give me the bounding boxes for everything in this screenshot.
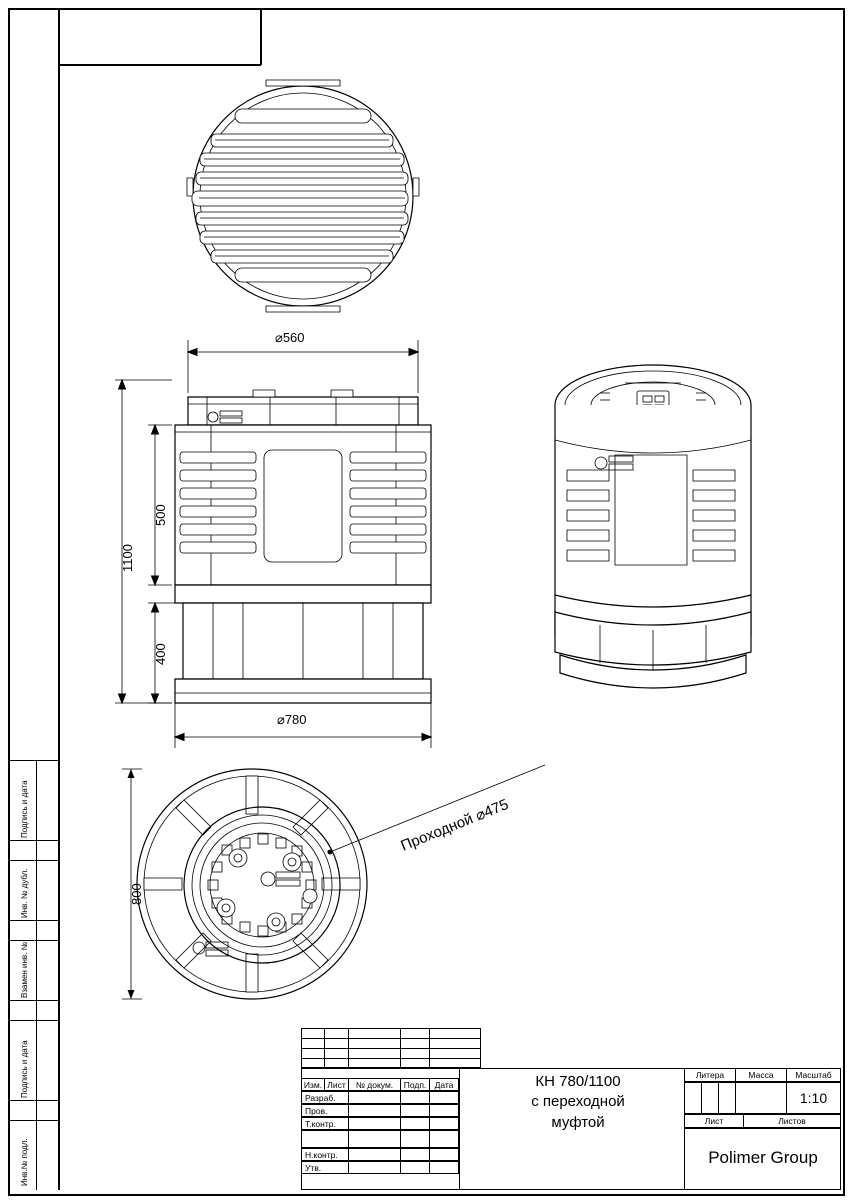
dim-total-height: 1100 xyxy=(120,544,135,572)
tb-col-data: Дата xyxy=(429,1078,459,1091)
tb-cell-date-5 xyxy=(429,1161,459,1174)
tb-massa-cell xyxy=(735,1082,787,1114)
tb-cell-doc-2 xyxy=(348,1117,401,1130)
title-line-3: муфтой xyxy=(551,1113,605,1131)
side-label-3: Подпись и дата xyxy=(20,1040,29,1098)
tb-cell-doc-1 xyxy=(348,1104,401,1117)
tb-cell-date-3 xyxy=(429,1130,459,1148)
dim-plan-width: 800 xyxy=(129,883,144,905)
tb-cell-date-4 xyxy=(429,1148,459,1161)
tb-role-1: Пров. xyxy=(301,1104,349,1117)
tb-cell-podp-5 xyxy=(400,1161,430,1174)
tb-col-izm: Изм. xyxy=(301,1078,325,1091)
side-label-1: Инв. № дубл. xyxy=(20,868,29,918)
tb-cell-doc-3 xyxy=(348,1130,401,1148)
dim-top-diameter: ⌀560 xyxy=(275,330,305,345)
tb-cell-doc-5 xyxy=(348,1161,401,1174)
logo-plan-center xyxy=(261,872,300,886)
tb-litera-v2 xyxy=(718,1082,719,1114)
tb-u-v3 xyxy=(400,1028,401,1068)
tb-cell-podp-0 xyxy=(400,1091,430,1104)
tb-col-list: Лист xyxy=(324,1078,349,1091)
tb-cell-doc-0 xyxy=(348,1091,401,1104)
tb-cell-doc-4 xyxy=(348,1148,401,1161)
tb-role-2: Т.контр. xyxy=(301,1117,349,1130)
brand-name: Polimer Group xyxy=(708,1148,818,1167)
view-isometric xyxy=(555,365,751,688)
tb-vline-doc xyxy=(348,1078,349,1174)
view-plan-bottom xyxy=(122,765,545,999)
tb-vline-date xyxy=(429,1078,430,1174)
view-front-elevation xyxy=(175,390,431,703)
callout-label: Проходной ⌀475 xyxy=(398,795,512,855)
tb-u-h2 xyxy=(301,1048,481,1049)
tb-cell-date-0 xyxy=(429,1091,459,1104)
title-line-1: КН 780/1100 xyxy=(535,1073,621,1090)
tb-cell-podp-3 xyxy=(400,1130,430,1148)
tb-header-sheets: Листов xyxy=(743,1114,841,1128)
tb-header-sheet: Лист xyxy=(684,1114,744,1128)
dim-lower-height: 400 xyxy=(153,643,168,665)
tb-vline-podp xyxy=(400,1078,401,1174)
tb-cell-date-1 xyxy=(429,1104,459,1117)
side-label-4: Инв.№ подл. xyxy=(20,1138,29,1186)
tb-u-h3 xyxy=(301,1058,481,1059)
tb-header-scale: Масштаб xyxy=(786,1068,841,1082)
tb-cell-date-2 xyxy=(429,1117,459,1130)
view-lid-top xyxy=(187,80,419,312)
tb-vline-izm xyxy=(324,1078,325,1091)
title-line-2: с переходной xyxy=(531,1093,625,1111)
page-title xyxy=(478,1072,678,1133)
tb-role-5: Утв. xyxy=(301,1161,349,1174)
side-label-0: Подпись и дата xyxy=(20,780,29,838)
tb-col-podp: Подп. xyxy=(400,1078,430,1091)
tb-cell-podp-4 xyxy=(400,1148,430,1161)
tb-u-v4 xyxy=(429,1028,430,1068)
tb-litera-cells xyxy=(684,1082,736,1114)
tb-role-3 xyxy=(301,1130,349,1148)
side-label-2: Взамен инв. № xyxy=(20,941,29,998)
tb-header-litera: Литера xyxy=(684,1068,736,1082)
tb-vline-title xyxy=(459,1068,460,1190)
tb-litera-v1 xyxy=(701,1082,702,1114)
tb-cell-podp-1 xyxy=(400,1104,430,1117)
tb-u-v1 xyxy=(324,1028,325,1068)
tb-role-0: Разраб. xyxy=(301,1091,349,1104)
dim-upper-height: 500 xyxy=(153,504,168,526)
tb-col-docnum: № докум. xyxy=(348,1078,401,1091)
dim-bottom-diameter: ⌀780 xyxy=(277,712,307,727)
tb-scale-value: 1:10 xyxy=(786,1082,841,1114)
tb-u-v2 xyxy=(348,1028,349,1068)
tb-role-4: Н.контр. xyxy=(301,1148,349,1161)
tb-u-h1 xyxy=(301,1038,481,1039)
tb-cell-podp-2 xyxy=(400,1117,430,1130)
tb-header-massa: Масса xyxy=(735,1068,787,1082)
